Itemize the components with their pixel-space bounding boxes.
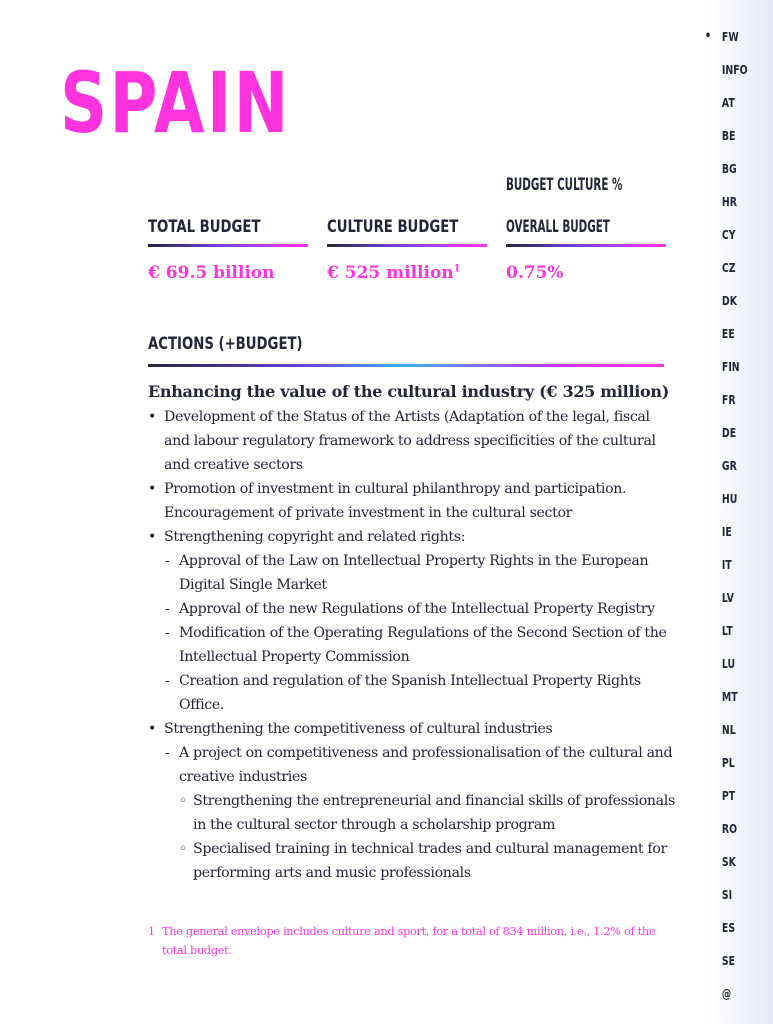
nav-item-fw[interactable]: • FW [711,24,759,57]
sub-sub-list [179,789,678,885]
sub-list [164,549,678,717]
nav-item-nl[interactable]: NL [721,723,736,737]
stat-culture-percent [506,175,666,283]
stat-label-line: BUDGET CULTURE % [506,175,623,195]
stat-total-budget [148,190,308,283]
nav-item-bg[interactable]: BG [721,162,737,176]
list-item: • Promotion of investment in cultural philanthropy and participation. Encouragement of private investment in the cultural sector [148,477,678,525]
list-item-text: Strengthening copyright and related rights: [164,529,466,545]
sub-list-item: - Modification of the Operating Regulations of the Second Section of the Intellectual Property Commission [164,621,678,669]
sub-list-item [164,741,678,885]
nav-item-pl[interactable]: PL [721,756,735,770]
nav-item-ee[interactable]: EE [721,327,735,341]
nav-item-ro[interactable]: RO [721,822,738,836]
nav-item-se[interactable]: SE [721,954,736,968]
actions-heading: ACTIONS (+BUDGET) [148,334,303,354]
nav-item-cy[interactable]: CY [721,228,736,242]
gradient-divider [327,244,487,247]
stat-value-text: € 525 million [327,263,454,283]
nav-item-pt[interactable]: PT [721,789,736,803]
sub-list [164,741,678,885]
nav-item-si[interactable]: SI [721,888,733,902]
footnote [148,922,658,960]
gradient-divider [148,244,308,247]
footnote-text: The general envelope includes culture and sport, for a total of 834 million, i.e., 1.2% of the total budget. [162,925,656,957]
nav-item-de[interactable]: DE [721,426,737,440]
stat-value: 0.75% [506,263,564,283]
stat-value: € 69.5 billion [148,263,275,283]
nav-item-gr[interactable]: GR [721,459,737,473]
stat-value [327,263,487,283]
stat-culture-budget [327,190,487,283]
sub-list-item: - Approval of the new Regulations of the Intellectual Property Registry [164,597,678,621]
nav-item-lt[interactable]: LT [721,624,733,638]
nav-item-fin[interactable]: FIN [721,360,740,374]
nav-item-lu[interactable]: LU [721,657,736,671]
sub-sub-list-item: ◦ Strengthening the entrepreneurial and financial skills of professionals in the cultural sector through a scholarship program [179,789,678,837]
footnote-number: 1 [148,925,155,938]
nav-item-cz[interactable]: CZ [721,261,736,275]
list-item-text: Strengthening the competitiveness of cultural industries [164,721,553,737]
sub-list-item: - Approval of the Law on Intellectual Property Rights in the European Digital Single Market [164,549,678,597]
sub-list-item-text: A project on competitiveness and professionalisation of the cultural and creative industries [179,745,673,785]
gradient-divider [506,244,666,247]
nav-item-es[interactable]: ES [721,921,736,935]
sub-list-item [164,669,678,717]
stat-label: CULTURE BUDGET [327,217,459,237]
country-nav-list [711,0,773,1014]
nav-item-mt[interactable]: MT [721,690,738,704]
nav-item-dk[interactable]: DK [721,294,737,308]
sub-list-item-text: Creation and regulation of the Spanish Intellectual Property Rights Office. [179,673,641,713]
list-item: • Development of the Status of the Artists (Adaptation of the legal, fiscal and labour regulatory framework to address specificities of the cultural and creative sectors [148,405,678,477]
nav-item-info[interactable]: INFO [721,63,748,77]
actions-list [148,405,678,885]
nav-item-be[interactable]: BE [721,129,736,143]
list-item [148,717,678,885]
nav-item-ie[interactable]: IE [721,525,732,539]
nav-item-it[interactable]: IT [721,558,732,572]
sub-sub-list-item: ◦ Specialised training in technical trades and cultural management for performing arts and music professionals [179,837,678,885]
nav-item-fr[interactable]: FR [721,393,736,407]
page-title: SPAIN [60,54,291,152]
nav-item-lv[interactable]: LV [721,591,734,605]
nav-item-at[interactable]: AT [721,96,735,110]
stat-label: TOTAL BUDGET [148,217,261,237]
actions-section-header [148,334,664,367]
footnote-marker[interactable]: 1 [453,263,461,275]
actions-content [148,382,678,885]
stat-label-line: OVERALL BUDGET [506,217,610,237]
nav-item-contact[interactable]: @ [721,987,732,1001]
gradient-divider [148,364,664,367]
nav-item-hr[interactable]: HR [721,195,737,209]
list-item [148,525,678,717]
nav-item-hu[interactable]: HU [721,492,738,506]
nav-item-sk[interactable]: SK [721,855,736,869]
country-nav-sidebar [711,0,773,1024]
actions-subheading: Enhancing the value of the cultural industry (€ 325 million) [148,382,669,401]
